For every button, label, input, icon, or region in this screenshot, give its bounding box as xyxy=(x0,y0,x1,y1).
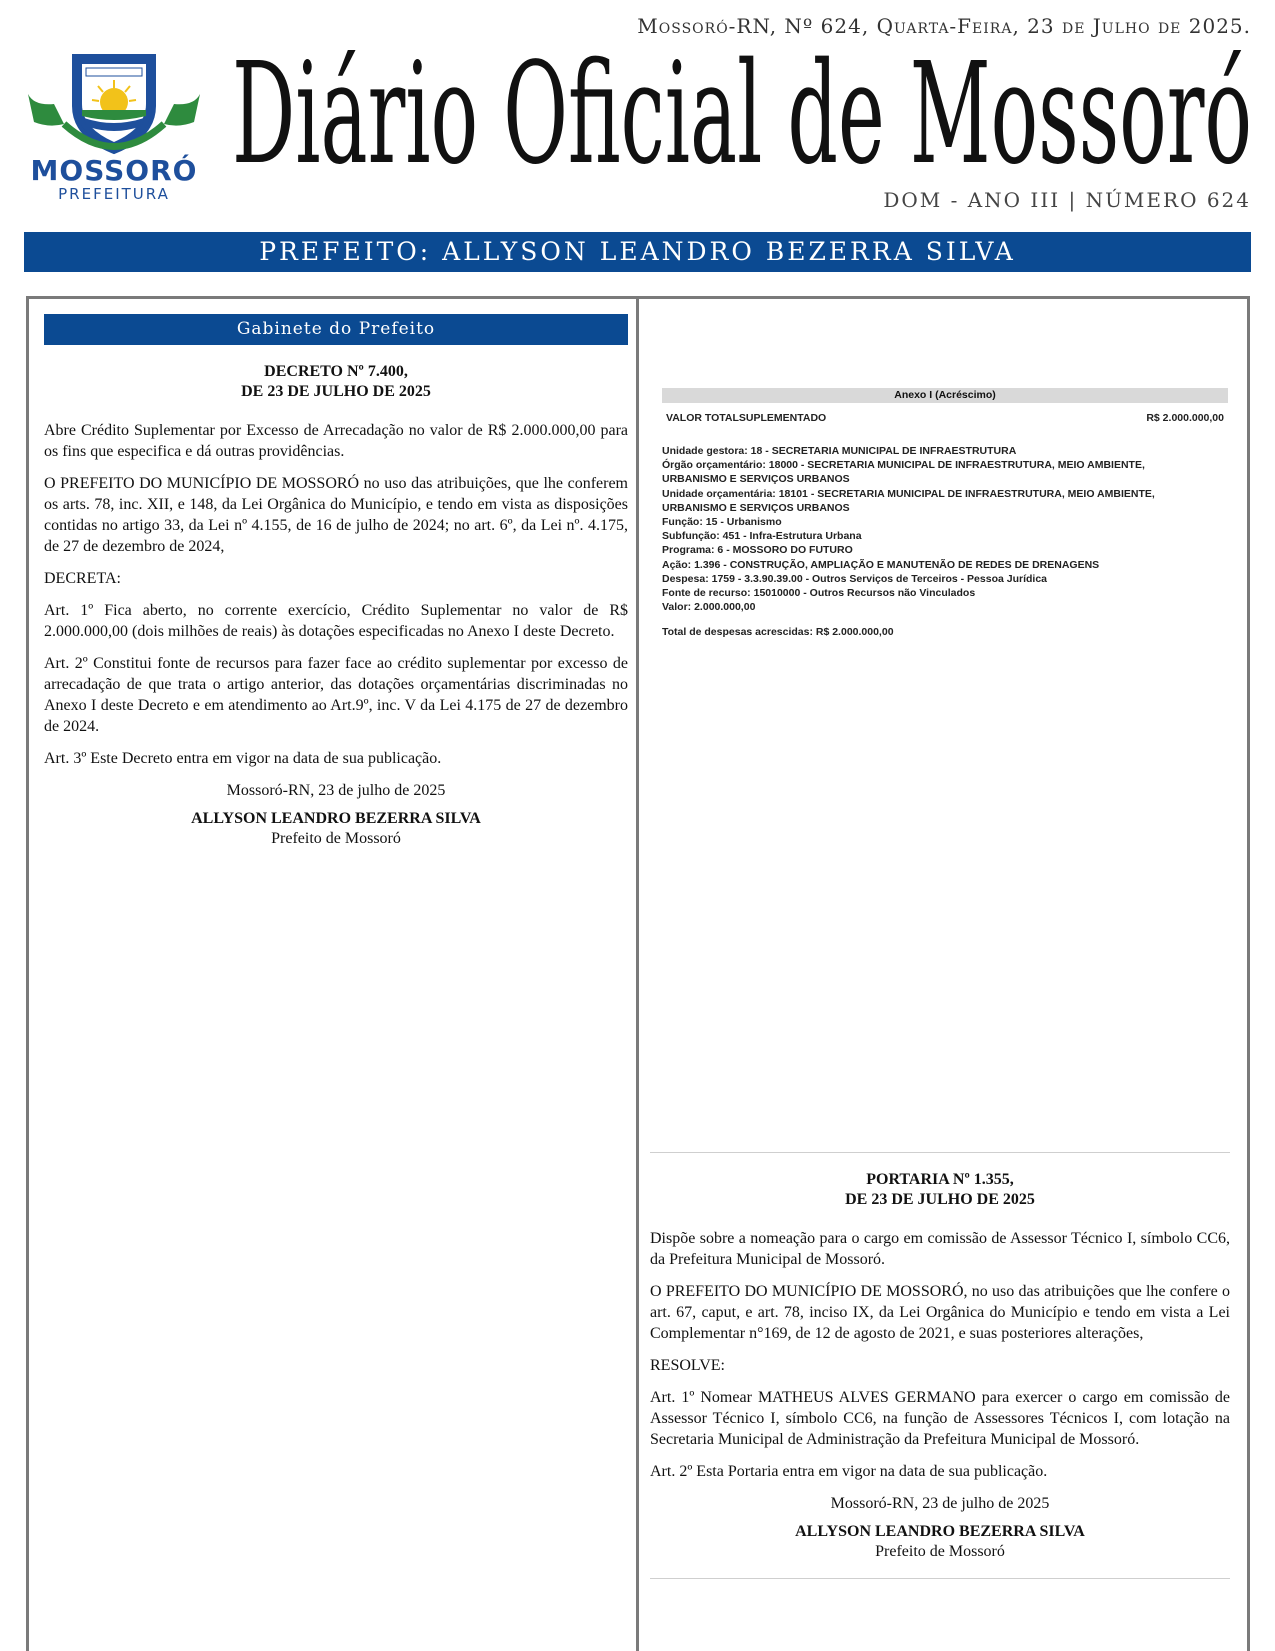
masthead-title xyxy=(232,44,1252,174)
portaria-ementa: Dispõe sobre a nomeação para o cargo em comissão de Assessor Técnico I, símbolo CC6, da Prefeitura Municipal de Mossoró. xyxy=(650,1230,1230,1268)
portaria-title-line2: DE 23 DE JULHO DE 2025 xyxy=(845,1191,1035,1208)
annex-total-despesas: Total de despesas acrescidas: R$ 2.000.000,00 xyxy=(662,626,894,638)
annex-line: Programa: 6 - MOSSORO DO FUTURO xyxy=(662,544,853,557)
annex-line: URBANISMO E SERVIÇOS URBANOS xyxy=(662,501,850,514)
decreto-art2: Art. 2º Constitui fonte de recursos para fazer face ao crédito suplementar por excesso de arrecadação de que trata o artigo anterior, das dotações orçamentárias discriminadas no Anexo I deste Decreto e em atendimento ao Art.9º, inc. V da Lei 4.175 de 27 de dezembro de 2024. xyxy=(44,655,628,735)
annex-line: Despesa: 1759 - 3.3.90.39.00 - Outros Serviços de Terceiros - Pessoa Jurídica xyxy=(662,572,1048,585)
column-divider xyxy=(636,296,639,1651)
annex-line: Subfunção: 451 - Infra-Estrutura Urbana xyxy=(662,530,862,543)
annex-line: Órgão orçamentário: 18000 - SECRETARIA MUNICIPAL DE INFRAESTRUTURA, MEIO AMBIENTE, xyxy=(662,459,1145,472)
frame-right xyxy=(1247,296,1250,1651)
portaria-preamble: O PREFEITO DO MUNICÍPIO DE MOSSORÓ, no uso das atribuições que lhe confere o art. 67, caput, e art. 78, inciso IX, da Lei Orgânica do Município e tendo em vista a Lei Complementar n°169, de 12 de agosto de 2021, e suas posteriores alterações, xyxy=(650,1283,1230,1342)
decreto-signer: ALLYSON LEANDRO BEZERRA SILVA xyxy=(191,810,481,827)
dateline: Mossoró-RN, Nº 624, Quarta-Feira, 23 de Julho de 2025. xyxy=(637,14,1251,38)
annex-total-row xyxy=(666,412,1224,424)
logo-subtitle: PREFEITURA xyxy=(58,185,170,203)
annex-line: Fonte de recurso: 15010000 - Outros Recursos não Vinculados xyxy=(662,587,976,600)
separator-rule xyxy=(650,1152,1230,1153)
annex-line: Unidade gestora: 18 - SECRETARIA MUNICIPAL DE INFRAESTRUTURA xyxy=(662,445,1017,457)
portaria-title-line1: PORTARIA Nº 1.355, xyxy=(866,1171,1014,1188)
decreto-decreta: DECRETA: xyxy=(44,570,121,587)
decreto-ementa: Abre Crédito Suplementar por Excesso de Arrecadação no valor de R$ 2.000.000,00 para os fins que especifica e dá outras providências. xyxy=(44,422,628,460)
annex-line: Função: 15 - Urbanismo xyxy=(662,516,782,529)
annex-total-value: R$ 2.000.000,00 xyxy=(1146,412,1224,424)
portaria xyxy=(650,1170,1230,1562)
frame-left xyxy=(26,296,29,1651)
decreto-art3: Art. 3º Este Decreto entra em vigor na data de sua publicação. xyxy=(44,750,442,767)
portaria-art2: Art. 2º Esta Portaria entra em vigor na data de sua publicação. xyxy=(650,1463,1048,1480)
annex-line: Valor: 2.000.000,00 xyxy=(662,601,756,614)
section-title: Gabinete do Prefeito xyxy=(44,314,628,345)
portaria-place-date: Mossoró-RN, 23 de julho de 2025 xyxy=(830,1495,1050,1512)
separator-rule-bottom xyxy=(650,1578,1230,1579)
annex-line: Ação: 1.396 - CONSTRUÇÃO, AMPLIAÇÃO E MANUTENÃO DE REDES DE DRENAGENS xyxy=(662,558,1100,571)
edition-info: DOM - ANO III | NÚMERO 624 xyxy=(883,188,1251,212)
portaria-art1: Art. 1º Nomear MATHEUS ALVES GERMANO para exercer o cargo em comissão de Assessor Técnico I, símbolo CC6, na função de Assessores Técnicos I, com lotação na Secretaria Municipal de Administração da Prefeitura Municipal de Mossoró. xyxy=(650,1389,1230,1448)
masthead-text: Diário Oficial de Mossoró xyxy=(232,44,1252,174)
annex-title: Anexo I (Acréscimo) xyxy=(662,388,1228,403)
annex-line: Unidade orçamentária: 18101 - SECRETARIA MUNICIPAL DE INFRAESTRUTURA, MEIO AMBIENTE, xyxy=(662,487,1155,500)
annex-total-label: VALOR TOTALSUPLEMENTADO xyxy=(666,412,827,424)
annex-details xyxy=(662,444,1228,614)
mayor-banner: PREFEITO: ALLYSON LEANDRO BEZERRA SILVA xyxy=(24,232,1251,272)
logo-name: MOSSORÓ xyxy=(30,154,198,187)
decreto-preamble: O PREFEITO DO MUNICÍPIO DE MOSSORÓ no uso das atribuições, que lhe conferem os arts. 78, inc. XII, e 148, da Lei Orgânica do Município, e tendo em vista as disposições contidas no artigo 33, da Lei nº 4.155, de 16 de julho de 2024; no art. 6º, da Lei nº. 4.175, de 27 de dezembro de 2024, xyxy=(44,475,628,555)
decreto-art1: Art. 1º Fica aberto, no corrente exercício, Crédito Suplementar no valor de R$ 2.000.000,00 (dois milhões de reais) às dotações especificadas no Anexo I deste Decreto. xyxy=(44,602,628,640)
decreto xyxy=(44,362,628,849)
portaria-resolve: RESOLVE: xyxy=(650,1357,725,1374)
decreto-title-line1: DECRETO Nº 7.400, xyxy=(264,363,408,380)
decreto-place-date: Mossoró-RN, 23 de julho de 2025 xyxy=(226,782,446,799)
annex-line: URBANISMO E SERVIÇOS URBANOS xyxy=(662,473,850,486)
decreto-signer-role: Prefeito de Mossoró xyxy=(271,830,401,847)
portaria-signer-role: Prefeito de Mossoró xyxy=(875,1543,1005,1560)
portaria-signer: ALLYSON LEANDRO BEZERRA SILVA xyxy=(795,1523,1085,1540)
decreto-title-line2: DE 23 DE JULHO DE 2025 xyxy=(241,383,431,400)
